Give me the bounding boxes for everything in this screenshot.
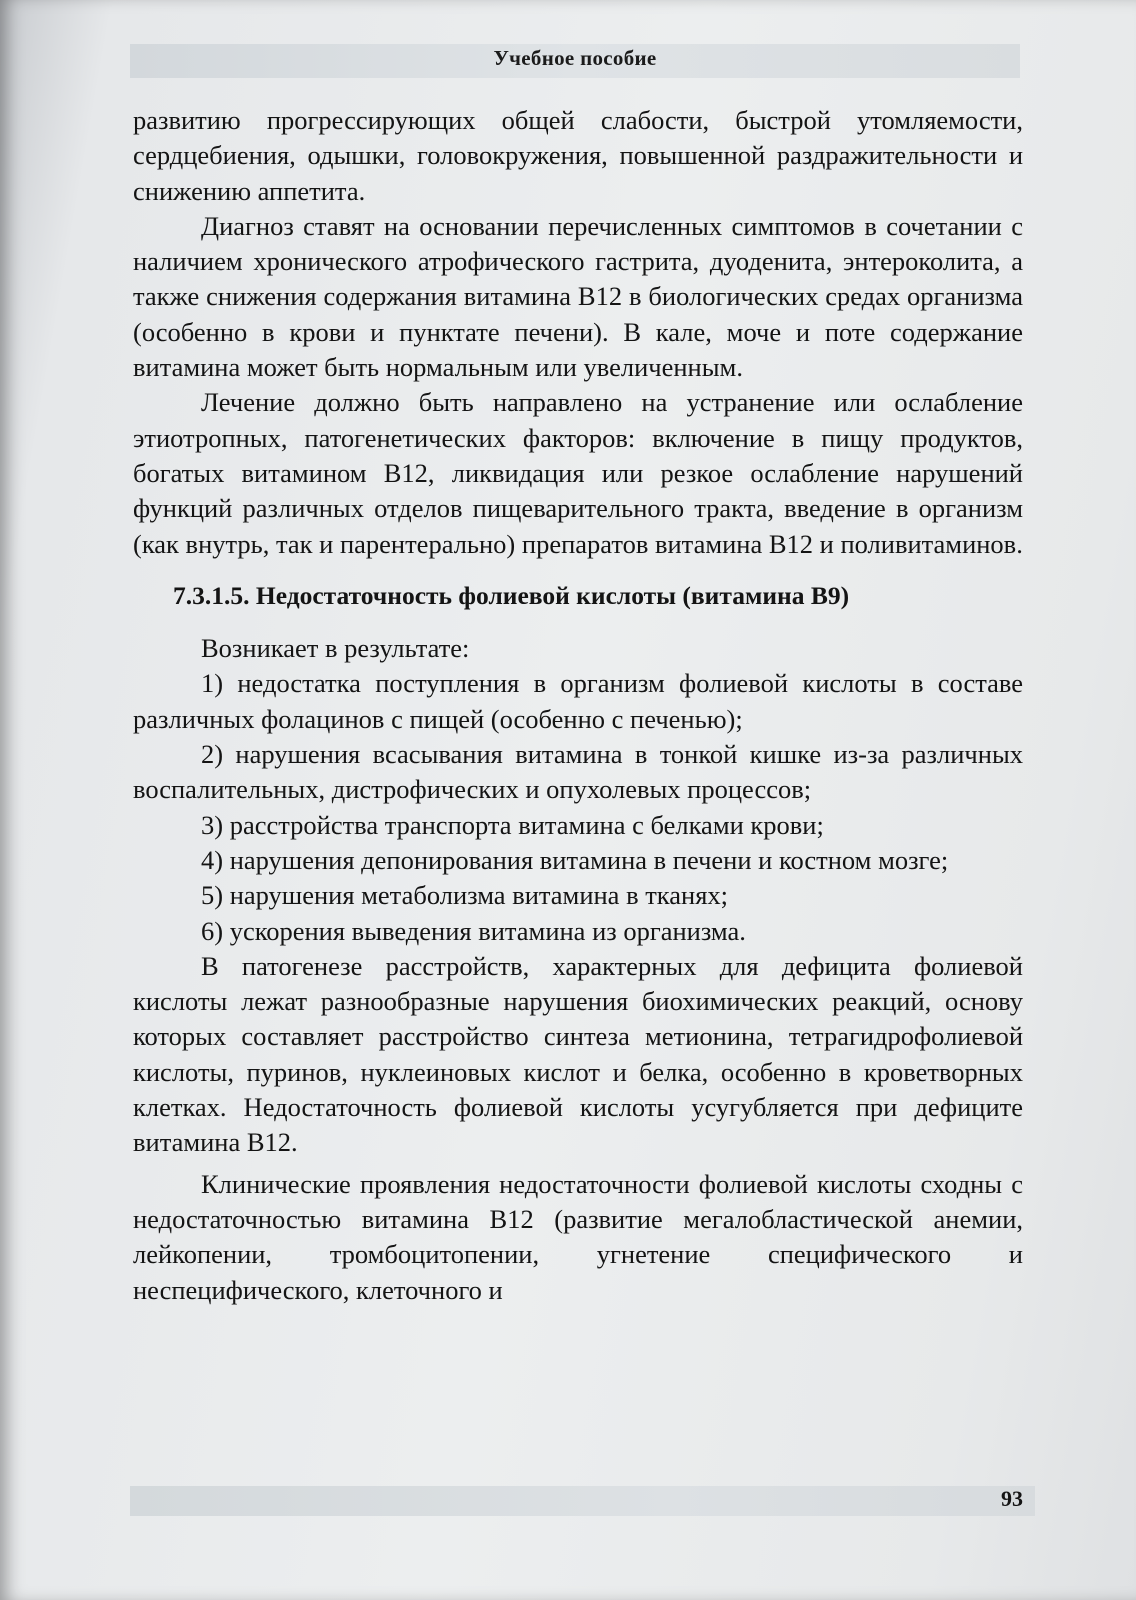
page-body bbox=[133, 103, 1023, 1308]
paragraph-clinical: Клинические проявления недостаточности фолиевой кислоты сходны с недостаточностью витамина B12 (развитие мегалобластической анемии, лейкопении, тромбоцитопении, угнетение специфического и неспецифического, клеточного и bbox=[133, 1168, 1023, 1305]
paragraph-continuation: развитию прогрессирующих общей слабости, быстрой утомляемости, сердцебиения, одышки, головокружения, повышенной раздражительности и снижению аппетита. bbox=[133, 105, 1023, 206]
list-item: 6) ускорения выведения витамина из организма. bbox=[201, 915, 746, 946]
paragraph-treatment: Лечение должно быть направлено на устранение или ослабление этиотропных, патогенетических факторов: включение в пищу продуктов, богатых витамином B12, ликвидация или резкое ослабление нарушений функций различных отделов пищеварительного тракта, введение в организм (как внутрь, так и парентерально) препаратов витамина B12 и поливитаминов. bbox=[133, 387, 1023, 559]
list-item: 4) нарушения депонирования витамина в печени и костном мозге; bbox=[201, 844, 949, 875]
list-item: 1) недостатка поступления в организм фолиевой кислоты в составе различных фолацинов с пищей (особенно с печенью); bbox=[133, 668, 1023, 734]
section-intro: Возникает в результате: bbox=[201, 633, 470, 664]
paragraph-pathogenesis: В патогенезе расстройств, характерных для дефицита фолиевой кислоты лежат разнообразные нарушения биохимических реакций, основу которых составляет расстройство синтеза метионина, тетрагидрофолиевой кислоты, пуринов, нуклеиновых кислот и белка, особенно в кроветворных клетках. Недостаточность фолиевой кислоты усугубляется при дефиците витамина B12. bbox=[133, 950, 1023, 1158]
list-item: 3) расстройства транспорта витамина с белками крови; bbox=[201, 809, 824, 840]
paragraph-diagnosis: Диагноз ставят на основании перечисленных симптомов в сочетании с наличием хронического атрофического гастрита, дуоденита, энтероколита, а также снижения содержания витамина B12 в биологических средах организма (особенно в крови и пунктате печени). В кале, моче и поте содержание витамина может быть нормальным или увеличенным. bbox=[133, 210, 1023, 383]
running-header-title: Учебное пособие bbox=[493, 46, 657, 70]
running-footer bbox=[130, 1486, 1035, 1516]
running-header bbox=[130, 44, 1020, 78]
section-heading: 7.3.1.5. Недостаточность фолиевой кислоты (витамина B9) bbox=[173, 580, 850, 610]
page-number: 93 bbox=[1001, 1486, 1023, 1511]
list-item: 2) нарушения всасывания витамина в тонкой кишке из-за различных воспалительных, дистрофических и опухолевых процессов; bbox=[133, 739, 1023, 805]
list-item: 5) нарушения метаболизма витамина в тканях; bbox=[201, 880, 729, 911]
